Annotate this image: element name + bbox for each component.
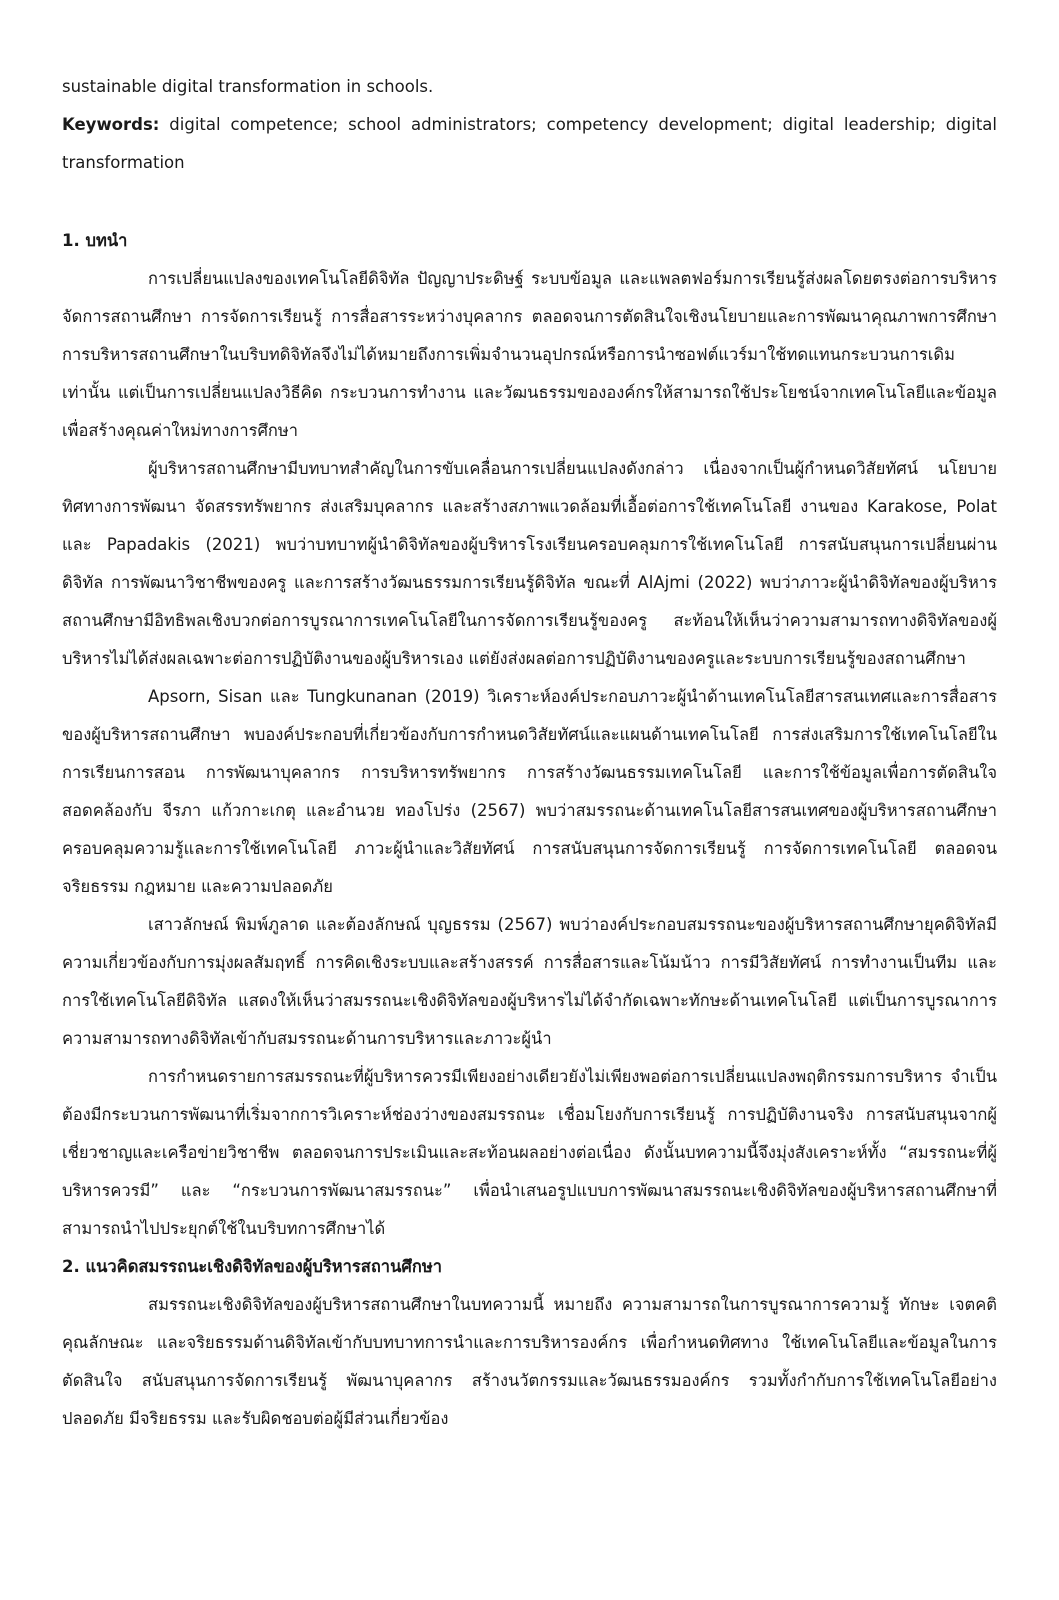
section-1-paragraph: เสาวลักษณ์ พิมพ์ภูลาด และต้องลักษณ์ บุญธรรม (2567) พบว่าองค์ประกอบสมรรถนะของผู้บริหารสถานศึกษายุคดิจิทัลมีความเกี่ยวข้องกับการมุ่งผลสัมฤทธิ์ การคิดเชิงระบบและสร้างสรรค์ การสื่อสารและโน้มน้าว การมีวิสัยทัศน์ การทำงานเป็นทีม และการใช้เทคโนโลยีดิจิทัล แสดงให้เห็นว่าสมรรถนะเชิงดิจิทัลของผู้บริหารไม่ได้จำกัดเฉพาะทักษะด้านเทคโนโลยี แต่เป็นการบูรณาการความสามารถทางดิจิทัลเข้ากับสมรรถนะด้านการบริหารและภาวะผู้นำ (62, 915, 997, 1048)
section-1-paragraph: ผู้บริหารสถานศึกษามีบทบาทสำคัญในการขับเคลื่อนการเปลี่ยนแปลงดังกล่าว เนื่องจากเป็นผู้กำหนดวิสัยทัศน์ นโยบาย ทิศทางการพัฒนา จัดสรรทรัพยากร ส่งเสริมบุคลากร และสร้างสภาพแวดล้อมที่เอื้อต่อการใช้เทคโนโลยี งานของ Karakose, Polat และ Papadakis (2021) พบว่าบทบาทผู้นำดิจิทัลของผู้บริหารโรงเรียนครอบคลุมการใช้เทคโนโลยี การสนับสนุนการเปลี่ยนผ่านดิจิทัล การพัฒนาวิชาชีพของครู และการสร้างวัฒนธรรมการเรียนรู้ดิจิทัล ขณะที่ AlAjmi (2022) พบว่าภาวะผู้นำดิจิทัลของผู้บริหารสถานศึกษามีอิทธิพลเชิงบวกต่อการบูรณาการเทคโนโลยีในการจัดการเรียนรู้ของครู สะท้อนให้เห็นว่าความสามารถทางดิจิทัลของผู้บริหารไม่ได้ส่งผลเฉพาะต่อการปฏิบัติงานของผู้บริหารเอง แต่ยังส่งผลต่อการปฏิบัติงานของครูและระบบการเรียนรู้ของสถานศึกษา (62, 459, 997, 668)
keywords-text: digital competence; school administrators; competency development; digital leadership; digital transformation (62, 115, 997, 172)
keywords-label: Keywords: (62, 115, 160, 134)
section-2-paragraph: สมรรถนะเชิงดิจิทัลของผู้บริหารสถานศึกษาในบทความนี้ หมายถึง ความสามารถในการบูรณาการความรู้ ทักษะ เจตคติ คุณลักษณะ และจริยธรรมด้านดิจิทัลเข้ากับบทบาทการนำและการบริหารองค์กร เพื่อกำหนดทิศทาง ใช้เทคโนโลยีและข้อมูลในการตัดสินใจ สนับสนุนการจัดการเรียนรู้ พัฒนาบุคลากร สร้างนวัตกรรมและวัฒนธรรมองค์กร รวมทั้งกำกับการใช้เทคโนโลยีอย่างปลอดภัย มีจริยธรรม และรับผิดชอบต่อผู้มีส่วนเกี่ยวข้อง (62, 1295, 997, 1428)
section-1-paragraph: การกำหนดรายการสมรรถนะที่ผู้บริหารควรมีเพียงอย่างเดียวยังไม่เพียงพอต่อการเปลี่ยนแปลงพฤติกรรมการบริหาร จำเป็นต้องมีกระบวนการพัฒนาที่เริ่มจากการวิเคราะห์ช่องว่างของสมรรถนะ เชื่อมโยงกับการเรียนรู้ การปฏิบัติงานจริง การสนับสนุนจากผู้เชี่ยวชาญและเครือข่ายวิชาชีพ ตลอดจนการประเมินและสะท้อนผลอย่างต่อเนื่อง ดังนั้นบทความนี้จึงมุ่งสังเคราะห์ทั้ง “สมรรถนะที่ผู้บริหารควรมี” และ “กระบวนการพัฒนาสมรรถนะ” เพื่อนำเสนอรูปแบบการพัฒนาสมรรถนะเชิงดิจิทัลของผู้บริหารสถานศึกษาที่สามารถนำไปประยุกต์ใช้ในบริบทการศึกษาได้ (62, 1067, 997, 1238)
abstract-tail: sustainable digital transformation in schools. (62, 77, 434, 96)
section-1-paragraph: Apsorn, Sisan และ Tungkunanan (2019) วิเคราะห์องค์ประกอบภาวะผู้นำด้านเทคโนโลยีสารสนเทศและการสื่อสารของผู้บริหารสถานศึกษา พบองค์ประกอบที่เกี่ยวข้องกับการกำหนดวิสัยทัศน์และแผนด้านเทคโนโลยี การส่งเสริมการใช้เทคโนโลยีในการเรียนการสอน การพัฒนาบุคลากร การบริหารทรัพยากร การสร้างวัฒนธรรมเทคโนโลยี และการใช้ข้อมูลเพื่อการตัดสินใจ สอดคล้องกับ จีรภา แก้วกาะเกตุ และอำนวย ทองโปร่ง (2567) พบว่าสมรรถนะด้านเทคโนโลยีสารสนเทศของผู้บริหารสถานศึกษาครอบคลุมความรู้และการใช้เทคโนโลยี ภาวะผู้นำและวิสัยทัศน์ การสนับสนุนการจัดการเรียนรู้ การจัดการเทคโนโลยี ตลอดจนจริยธรรม กฎหมาย และความปลอดภัย (62, 687, 997, 896)
section-1-paragraph: การเปลี่ยนแปลงของเทคโนโลยีดิจิทัล ปัญญาประดิษฐ์ ระบบข้อมูล และแพลตฟอร์มการเรียนรู้ส่งผลโดยตรงต่อการบริหารจัดการสถานศึกษา การจัดการเรียนรู้ การสื่อสารระหว่างบุคลากร ตลอดจนการตัดสินใจเชิงนโยบายและการพัฒนาคุณภาพการศึกษา การบริหารสถานศึกษาในบริบทดิจิทัลจึงไม่ได้หมายถึงการเพิ่มจำนวนอุปกรณ์หรือการนำซอฟต์แวร์มาใช้ทดแทนกระบวนการเดิมเท่านั้น แต่เป็นการเปลี่ยนแปลงวิธีคิด กระบวนการทำงาน และวัฒนธรรมขององค์กรให้สามารถใช้ประโยชน์จากเทคโนโลยีและข้อมูลเพื่อสร้างคุณค่าใหม่ทางการศึกษา (62, 269, 997, 440)
keywords-line (62, 106, 997, 182)
section-1-heading: 1. บทนำ (62, 231, 128, 250)
section-2-heading: 2. แนวคิดสมรรถนะเชิงดิจิทัลของผู้บริหารสถานศึกษา (62, 1257, 442, 1276)
